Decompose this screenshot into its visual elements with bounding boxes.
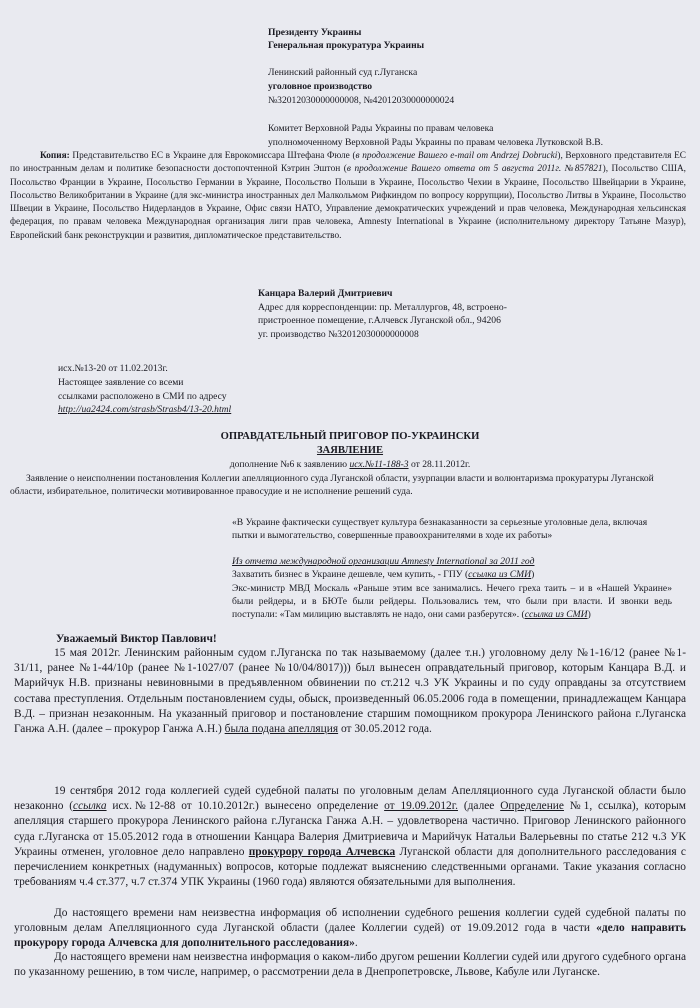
body-paragraph-2: 19 сентября 2012 года коллегией судей судебной палаты по уголовным делам Апелляционного суда Луганской области было незаконно (ссылка исх.№12-88 от 10.10.2012г.) вынесено определение от 19.09.2012г. (далее Определение №1, ссылка), которым апелляция старшего прокурора Ленинского района г.Луганска Ганжа А.Н. – удовлетворена частично. Приговор Ленинского районного суда г.Луганска от 15.05.2012 года в отношении Канцара Валерия Дмитриевича и Марийчук Натальи Валерьевны по статье 212 ч.3 УК Украины отменен, уголовное дело направлено прокурору города Алчевска Луганской области для дополнительного расследования с перечислением конкретных (надуманных) вопросов, которые подлежат выяснению следственными органами. Такие указания согласно требованиям ч.4 ст.377, ч.7 ст.374 УПК Украины (1960 года) являются обязательными для выполнения. (14, 785, 686, 889)
sender-address-1: Адрес для корреспонденции: пр. Металлургов, 48, встроено- (258, 302, 507, 313)
moskal-link[interactable]: ссылка из СМИ (524, 609, 588, 620)
prosecutor-alchevsk: прокурору города Алчевска (248, 845, 396, 858)
quoted-decision: «дело направить прокурору города Алчевска для дополнительного расследования» (14, 922, 686, 950)
sender-address-2: пристроенное помещение, г.Алчевск Луганской обл., 94206 (258, 315, 501, 326)
addendum-line: дополнение №6 к заявлению исх.№11-188-3 от 28.11.2012г. (229, 459, 471, 470)
sender-name: Канцара Валерий Дмитриевич (258, 288, 393, 299)
sender-case: уг. производство №32012030000000008 (258, 329, 419, 340)
document-title: ОПРАВДАТЕЛЬНЫЙ ПРИГОВОР ПО-УКРАИНСКИ (220, 431, 480, 442)
case-type: уголовное производство (268, 81, 373, 92)
body-paragraph-4: До настоящего времени нам неизвестна информация о каком-либо другом решении Коллегии судей или другого судебного органа по указанному решению, в том числе, например, о рассмотрении дела в Днепропетровске, Львове, Кабуле или Луганске. (14, 951, 686, 979)
copies-label: Копия: (40, 151, 70, 161)
copies-paragraph: Копия: Представительство ЕС в Украине для Еврокомиссара Штефана Фюле (в продолжение Вашего e-mail от Andrzej Dobrucki), Верховного представителя ЕС по иностранным делам и политике безопасности достопочтенной Кэтрин Эштон (в продолжение Вашего ответа от 5 августа 2011г. №857821), Посольство США, Посольство Франции в Украине, Посольство Германии в Украине, Посольство Польши в Украине, Посольство Чехии в Украине, Посольство Швейцарии в Украине, Посольство Великобритании в Украине (для экс-министра иностранных дел Малкольмом Рифкиндом по вопросу коррупции), Посольство Литвы в Украине, Посольство Швеции в Украине, Посольство Нидерландов в Украине, Офис связи НАТО, Управление демократических учреждений и прав человека, Международная хельсинская федерация, по правам человека Международная организация лиги прав человека, Amnesty International в Украине (исполнительному директору Татьяне Мазур), Европейский банк реконструкции и развития, дипломатическое представительство. (10, 151, 687, 241)
body-paragraph-1: 15 мая 2012г. Ленинским районным судом г.Луганска по так называемому (далее т.н.) уголовному делу №1-16/12 (ранее №1-31/11, ранее №1-44/10р (ранее №1-1027/07 (ранее №10/04/8017))) был вынесен оправдательный приговор, которым Канцара В.Д. и Марийчук Н.В. признаны невиновными в предъявленном обвинении по ст.212 ч.3 УК Украины и по суду оправданы за отсутствием состава преступления. Отдельным постановлением суды, обыск, произведенный 06.05.2006 года в помещении, принадлежащем Канцара В.Д. – признан незаконным. На указанный приговор и постановление старшим помощником прокурора Ленинского района г.Луганска Ганжа А.Н. (далее – прокурор Ганжа А.Н.) была подана апелляция от 30.05.2012 года. (14, 647, 686, 736)
addressee-prosecutor: Генеральная прокуратура Украины (268, 40, 425, 51)
document-subtitle: ЗАЯВЛЕНИЕ (316, 445, 384, 456)
epigraph-quote: «В Украине фактически существует культура безнаказанности за серьезные уголовные дела, включая пытки и вымогательство, совершенные правоохранителями в ходе их работы» (232, 517, 648, 541)
ruling-date-link[interactable]: от 19.09.2012г. (384, 800, 458, 813)
outgoing-note-1: Настоящее заявление со всеми (58, 377, 184, 388)
moskal-quote: Экс-министр МВД Москаль «Раньше этим все занимались. Нечего греха таить – и в «Нашей Украине» были рейдеры, и в БЮТе были рейдеры. Пользовались тем, что были при власти. И звонки ведь поступали: «Там милицию выставлять не надо, они сами разберутся». (ссылка из СМИ) (232, 583, 672, 620)
appeal-link[interactable]: была подана апелляция (224, 723, 339, 736)
addressee-committee: Комитет Верховной Рады Украины по правам человека (268, 123, 494, 134)
case-numbers: №32012030000000008, №42012030000000024 (268, 95, 455, 106)
salutation: Уважаемый Виктор Павлович! (56, 633, 217, 645)
addressee-ombudsman: уполномоченному Верховной Рады Украины по правам человека Лутковской В.В. (268, 137, 604, 148)
addendum-link[interactable]: исх.№11-188-3 (349, 459, 409, 470)
epigraph-source-link[interactable]: Из отчета международной организации Amnesty International за 2011 год (232, 556, 535, 567)
addressee-court: Ленинский районный суд г.Луганска (268, 67, 418, 78)
business-link[interactable]: ссылка из СМИ (468, 569, 532, 580)
outgoing-note-2: ссылками расположено в СМИ по адресу (58, 391, 227, 402)
outgoing-url-link[interactable]: http://ua2424.com/strasb/Strasb4/13-20.html (58, 404, 232, 415)
addressee-president: Президенту Украины (268, 27, 362, 38)
outgoing-number: исх.№13-20 от 11.02.2013г. (58, 363, 168, 374)
ruling-link[interactable]: Определение (500, 800, 564, 813)
body-paragraph-3: До настоящего времени нам неизвестна информация об исполнении судебного решения коллегии судей судебной палаты по уголовным делам Апелляционного суда Луганской области (далее Коллегии судей) от 19.09.2012 года в части «дело направить прокурору города Алчевска для дополнительного расследования». (14, 907, 686, 950)
subject-paragraph: Заявление о неисполнении постановления Коллегии апелляционного суда Луганской области, узурпации власти и волюнтаризма прокуратуры Луганской области, избирательное, политически мотивированное правосудие и не исполнение решений суда. (10, 473, 654, 497)
ref-link[interactable]: ссылка (73, 800, 107, 813)
business-quote: Захватить бизнес в Украине дешевле, чем купить, - ГПУ (ссылка из СМИ) (232, 569, 535, 580)
